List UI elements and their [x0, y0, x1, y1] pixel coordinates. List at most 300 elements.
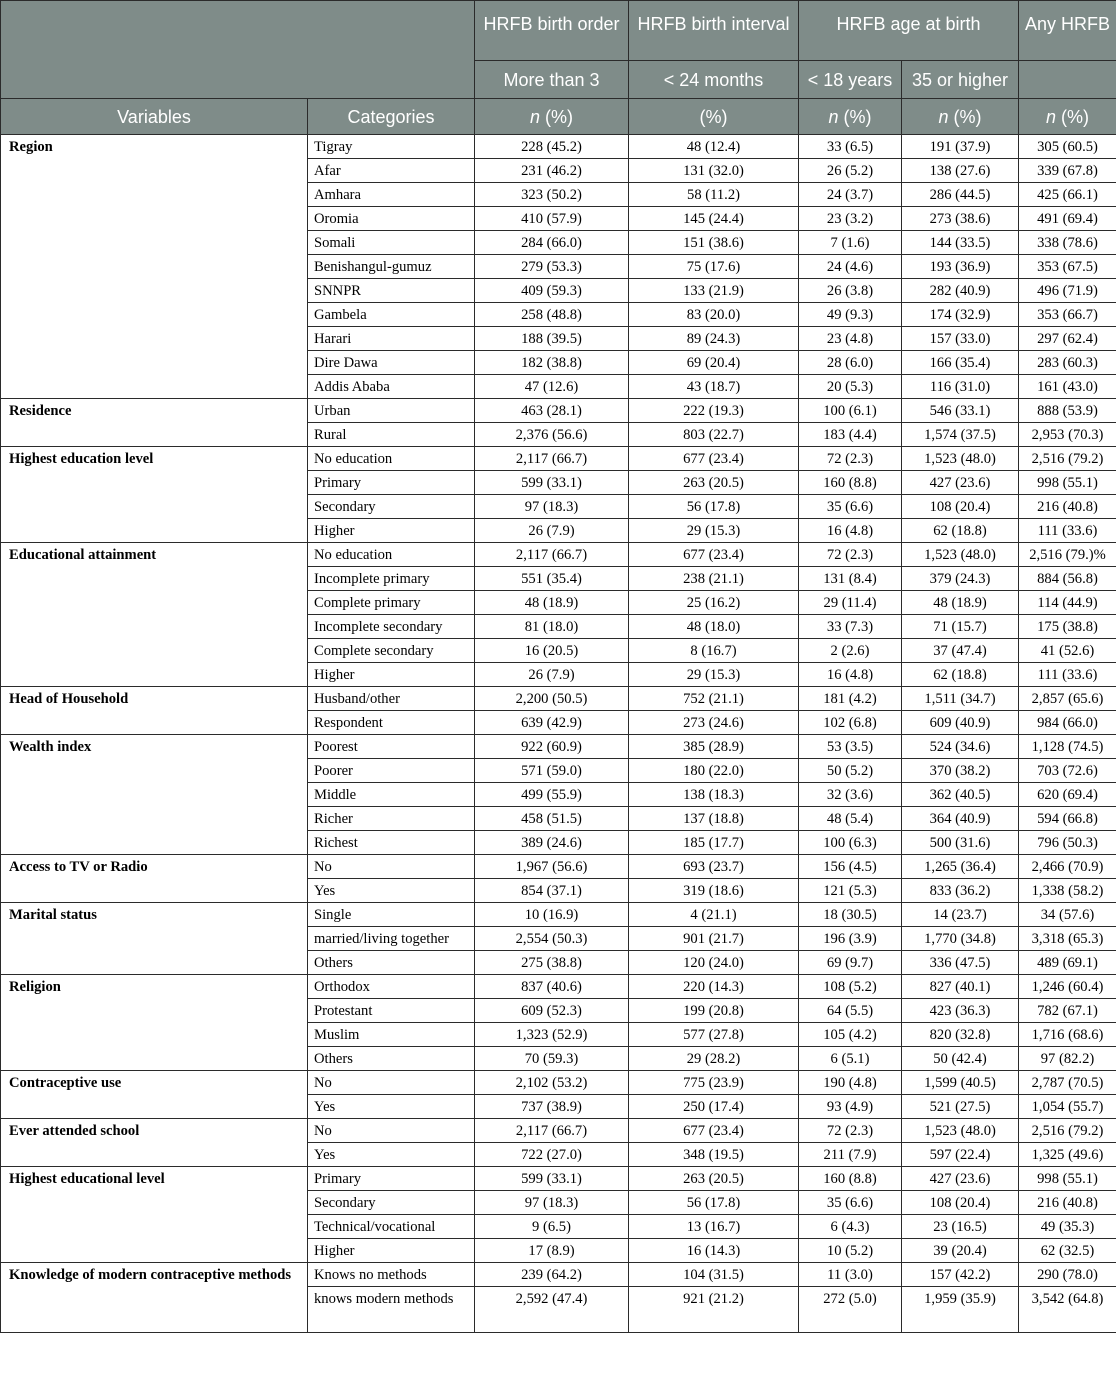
header-n-pct-4: n (%) [902, 99, 1019, 135]
value-cell: 26 (5.2) [799, 159, 902, 183]
category-cell: Higher [308, 519, 475, 543]
category-cell: No [308, 1071, 475, 1095]
value-cell: 100 (6.3) [799, 831, 902, 855]
value-cell: 577 (27.8) [629, 1023, 799, 1047]
value-cell: 108 (20.4) [902, 495, 1019, 519]
category-cell: Yes [308, 879, 475, 903]
category-cell: Primary [308, 1167, 475, 1191]
category-cell: Complete secondary [308, 639, 475, 663]
category-cell: SNNPR [308, 279, 475, 303]
header-n-pct-3: n (%) [799, 99, 902, 135]
value-cell: 83 (20.0) [629, 303, 799, 327]
value-cell: 275 (38.8) [475, 951, 629, 975]
category-cell: knows modern methods [308, 1287, 475, 1333]
value-cell: 93 (4.9) [799, 1095, 902, 1119]
value-cell: 283 (60.3) [1019, 351, 1116, 375]
category-cell: married/living together [308, 927, 475, 951]
value-cell: 2,466 (70.9) [1019, 855, 1116, 879]
value-cell: 166 (35.4) [902, 351, 1019, 375]
value-cell: 521 (27.5) [902, 1095, 1019, 1119]
value-cell: 23 (4.8) [799, 327, 902, 351]
value-cell: 272 (5.0) [799, 1287, 902, 1333]
category-cell: Others [308, 951, 475, 975]
value-cell: 279 (53.3) [475, 255, 629, 279]
value-cell: 72 (2.3) [799, 543, 902, 567]
value-cell: 297 (62.4) [1019, 327, 1116, 351]
category-cell: Protestant [308, 999, 475, 1023]
value-cell: 1,128 (74.5) [1019, 735, 1116, 759]
value-cell: 49 (9.3) [799, 303, 902, 327]
value-cell: 722 (27.0) [475, 1143, 629, 1167]
value-cell: 1,054 (55.7) [1019, 1095, 1116, 1119]
value-cell: 3,542 (64.8) [1019, 1287, 1116, 1333]
value-cell: 182 (38.8) [475, 351, 629, 375]
value-cell: 100 (6.1) [799, 399, 902, 423]
value-cell: 1,323 (52.9) [475, 1023, 629, 1047]
value-cell: 56 (17.8) [629, 1191, 799, 1215]
value-cell: 231 (46.2) [475, 159, 629, 183]
value-cell: 263 (20.5) [629, 471, 799, 495]
value-cell: 2,953 (70.3) [1019, 423, 1116, 447]
value-cell: 258 (48.8) [475, 303, 629, 327]
value-cell: 677 (23.4) [629, 1119, 799, 1143]
value-cell: 37 (47.4) [902, 639, 1019, 663]
value-cell: 72 (2.3) [799, 1119, 902, 1143]
value-cell: 49 (35.3) [1019, 1215, 1116, 1239]
table-row [1, 903, 1116, 927]
value-cell: 48 (12.4) [629, 135, 799, 159]
category-cell: Yes [308, 1095, 475, 1119]
value-cell: 97 (18.3) [475, 495, 629, 519]
value-cell: 500 (31.6) [902, 831, 1019, 855]
value-cell: 833 (36.2) [902, 879, 1019, 903]
value-cell: 379 (24.3) [902, 567, 1019, 591]
category-cell: Dire Dawa [308, 351, 475, 375]
value-cell: 24 (4.6) [799, 255, 902, 279]
header-categories: Categories [308, 99, 475, 135]
value-cell: 196 (3.9) [799, 927, 902, 951]
value-cell: 41 (52.6) [1019, 639, 1116, 663]
value-cell: 4 (21.1) [629, 903, 799, 927]
value-cell: 16 (4.8) [799, 663, 902, 687]
value-cell: 26 (7.9) [475, 663, 629, 687]
value-cell: 1,574 (37.5) [902, 423, 1019, 447]
value-cell: 353 (66.7) [1019, 303, 1116, 327]
table-row [1, 543, 1116, 567]
category-cell: No [308, 855, 475, 879]
value-cell: 160 (8.8) [799, 471, 902, 495]
value-cell: 25 (16.2) [629, 591, 799, 615]
value-cell: 837 (40.6) [475, 975, 629, 999]
table-row [1, 735, 1116, 759]
value-cell: 199 (20.8) [629, 999, 799, 1023]
value-cell: 489 (69.1) [1019, 951, 1116, 975]
value-cell: 2 (2.6) [799, 639, 902, 663]
value-cell: 174 (32.9) [902, 303, 1019, 327]
category-cell: Primary [308, 471, 475, 495]
value-cell: 677 (23.4) [629, 447, 799, 471]
category-cell: Muslim [308, 1023, 475, 1047]
value-cell: 2,117 (66.7) [475, 1119, 629, 1143]
value-cell: 220 (14.3) [629, 975, 799, 999]
variable-cell: Highest educational level [1, 1167, 308, 1263]
subheader-35-or-higher: 35 or higher [902, 61, 1019, 99]
value-cell: 138 (27.6) [902, 159, 1019, 183]
value-cell: 138 (18.3) [629, 783, 799, 807]
value-cell: 69 (9.7) [799, 951, 902, 975]
value-cell: 2,516 (79.)% [1019, 543, 1116, 567]
value-cell: 133 (21.9) [629, 279, 799, 303]
value-cell: 72 (2.3) [799, 447, 902, 471]
value-cell: 157 (42.2) [902, 1263, 1019, 1287]
category-cell: Harari [308, 327, 475, 351]
value-cell: 693 (23.7) [629, 855, 799, 879]
value-cell: 26 (7.9) [475, 519, 629, 543]
value-cell: 191 (37.9) [902, 135, 1019, 159]
value-cell: 24 (3.7) [799, 183, 902, 207]
category-cell: Amhara [308, 183, 475, 207]
value-cell: 319 (18.6) [629, 879, 799, 903]
value-cell: 131 (32.0) [629, 159, 799, 183]
value-cell: 370 (38.2) [902, 759, 1019, 783]
variable-cell: Ever attended school [1, 1119, 308, 1167]
category-cell: Orthodox [308, 975, 475, 999]
value-cell: 48 (18.9) [902, 591, 1019, 615]
value-cell: 609 (40.9) [902, 711, 1019, 735]
value-cell: 10 (5.2) [799, 1239, 902, 1263]
category-cell: Richest [308, 831, 475, 855]
value-cell: 1,716 (68.6) [1019, 1023, 1116, 1047]
value-cell: 458 (51.5) [475, 807, 629, 831]
value-cell: 336 (47.5) [902, 951, 1019, 975]
value-cell: 599 (33.1) [475, 1167, 629, 1191]
category-cell: Single [308, 903, 475, 927]
value-cell: 998 (55.1) [1019, 1167, 1116, 1191]
value-cell: 1,325 (49.6) [1019, 1143, 1116, 1167]
value-cell: 551 (35.4) [475, 567, 629, 591]
value-cell: 145 (24.4) [629, 207, 799, 231]
value-cell: 6 (5.1) [799, 1047, 902, 1071]
category-cell: Respondent [308, 711, 475, 735]
value-cell: 1,523 (48.0) [902, 543, 1019, 567]
variable-cell: Contraceptive use [1, 1071, 308, 1119]
table-row [1, 1167, 1116, 1191]
table-row [1, 975, 1116, 999]
category-cell: Somali [308, 231, 475, 255]
value-cell: 35 (6.6) [799, 495, 902, 519]
value-cell: 11 (3.0) [799, 1263, 902, 1287]
value-cell: 16 (20.5) [475, 639, 629, 663]
value-cell: 16 (14.3) [629, 1239, 799, 1263]
value-cell: 1,523 (48.0) [902, 1119, 1019, 1143]
value-cell: 282 (40.9) [902, 279, 1019, 303]
value-cell: 599 (33.1) [475, 471, 629, 495]
value-cell: 284 (66.0) [475, 231, 629, 255]
value-cell: 111 (33.6) [1019, 519, 1116, 543]
header-pct-2: (%) [629, 99, 799, 135]
value-cell: 114 (44.9) [1019, 591, 1116, 615]
value-cell: 827 (40.1) [902, 975, 1019, 999]
category-cell: Benishangul-gumuz [308, 255, 475, 279]
value-cell: 609 (52.3) [475, 999, 629, 1023]
value-cell: 183 (4.4) [799, 423, 902, 447]
value-cell: 410 (57.9) [475, 207, 629, 231]
variable-cell: Marital status [1, 903, 308, 975]
category-cell: Yes [308, 1143, 475, 1167]
value-cell: 524 (34.6) [902, 735, 1019, 759]
value-cell: 820 (32.8) [902, 1023, 1019, 1047]
value-cell: 137 (18.8) [629, 807, 799, 831]
category-cell: Incomplete primary [308, 567, 475, 591]
variable-cell: Wealth index [1, 735, 308, 855]
value-cell: 1,770 (34.8) [902, 927, 1019, 951]
variable-cell: Religion [1, 975, 308, 1071]
category-cell: Complete primary [308, 591, 475, 615]
value-cell: 423 (36.3) [902, 999, 1019, 1023]
value-cell: 17 (8.9) [475, 1239, 629, 1263]
value-cell: 677 (23.4) [629, 543, 799, 567]
value-cell: 1,959 (35.9) [902, 1287, 1019, 1333]
category-cell: Others [308, 1047, 475, 1071]
value-cell: 18 (30.5) [799, 903, 902, 927]
variable-cell: Educational attainment [1, 543, 308, 687]
value-cell: 156 (4.5) [799, 855, 902, 879]
table-body [1, 135, 1116, 1333]
value-cell: 58 (11.2) [629, 183, 799, 207]
value-cell: 116 (31.0) [902, 375, 1019, 399]
value-cell: 2,102 (53.2) [475, 1071, 629, 1095]
category-cell: Afar [308, 159, 475, 183]
value-cell: 884 (56.8) [1019, 567, 1116, 591]
value-cell: 2,200 (50.5) [475, 687, 629, 711]
value-cell: 854 (37.1) [475, 879, 629, 903]
header-blank [1, 1, 475, 99]
value-cell: 105 (4.2) [799, 1023, 902, 1047]
variable-cell: Residence [1, 399, 308, 447]
value-cell: 97 (82.2) [1019, 1047, 1116, 1071]
value-cell: 571 (59.0) [475, 759, 629, 783]
value-cell: 385 (28.9) [629, 735, 799, 759]
subheader-any-hrfb-blank [1019, 61, 1116, 99]
value-cell: 108 (20.4) [902, 1191, 1019, 1215]
value-cell: 151 (38.6) [629, 231, 799, 255]
value-cell: 250 (17.4) [629, 1095, 799, 1119]
header-birth-order: HRFB birth order [475, 1, 629, 61]
subheader-more-than-3: More than 3 [475, 61, 629, 99]
value-cell: 338 (78.6) [1019, 231, 1116, 255]
category-cell: Oromia [308, 207, 475, 231]
category-cell: Husband/other [308, 687, 475, 711]
value-cell: 62 (18.8) [902, 519, 1019, 543]
header-n-pct-5: n (%) [1019, 99, 1116, 135]
value-cell: 427 (23.6) [902, 1167, 1019, 1191]
value-cell: 901 (21.7) [629, 927, 799, 951]
value-cell: 290 (78.0) [1019, 1263, 1116, 1287]
value-cell: 34 (57.6) [1019, 903, 1116, 927]
table-row [1, 1263, 1116, 1287]
value-cell: 796 (50.3) [1019, 831, 1116, 855]
value-cell: 353 (67.5) [1019, 255, 1116, 279]
value-cell: 29 (15.3) [629, 663, 799, 687]
value-cell: 29 (28.2) [629, 1047, 799, 1071]
value-cell: 108 (5.2) [799, 975, 902, 999]
value-cell: 984 (66.0) [1019, 711, 1116, 735]
value-cell: 185 (17.7) [629, 831, 799, 855]
table-row [1, 687, 1116, 711]
variable-cell: Highest education level [1, 447, 308, 543]
value-cell: 491 (69.4) [1019, 207, 1116, 231]
value-cell: 2,857 (65.6) [1019, 687, 1116, 711]
category-cell: Knows no methods [308, 1263, 475, 1287]
value-cell: 161 (43.0) [1019, 375, 1116, 399]
value-cell: 216 (40.8) [1019, 1191, 1116, 1215]
value-cell: 998 (55.1) [1019, 471, 1116, 495]
category-cell: No education [308, 543, 475, 567]
value-cell: 427 (23.6) [902, 471, 1019, 495]
value-cell: 70 (59.3) [475, 1047, 629, 1071]
value-cell: 102 (6.8) [799, 711, 902, 735]
value-cell: 463 (28.1) [475, 399, 629, 423]
value-cell: 2,592 (47.4) [475, 1287, 629, 1333]
value-cell: 14 (23.7) [902, 903, 1019, 927]
category-cell: No [308, 1119, 475, 1143]
value-cell: 339 (67.8) [1019, 159, 1116, 183]
value-cell: 273 (38.6) [902, 207, 1019, 231]
category-cell: No education [308, 447, 475, 471]
value-cell: 409 (59.3) [475, 279, 629, 303]
value-cell: 62 (18.8) [902, 663, 1019, 687]
value-cell: 39 (20.4) [902, 1239, 1019, 1263]
category-cell: Richer [308, 807, 475, 831]
value-cell: 263 (20.5) [629, 1167, 799, 1191]
header-age-at-birth: HRFB age at birth [799, 1, 1019, 61]
value-cell: 69 (20.4) [629, 351, 799, 375]
value-cell: 188 (39.5) [475, 327, 629, 351]
value-cell: 1,523 (48.0) [902, 447, 1019, 471]
category-cell: Higher [308, 1239, 475, 1263]
variable-cell: Head of Household [1, 687, 308, 735]
value-cell: 193 (36.9) [902, 255, 1019, 279]
value-cell: 47 (12.6) [475, 375, 629, 399]
value-cell: 121 (5.3) [799, 879, 902, 903]
value-cell: 273 (24.6) [629, 711, 799, 735]
category-cell: Secondary [308, 495, 475, 519]
value-cell: 496 (71.9) [1019, 279, 1116, 303]
value-cell: 157 (33.0) [902, 327, 1019, 351]
value-cell: 181 (4.2) [799, 687, 902, 711]
subheader-lt-18-years: < 18 years [799, 61, 902, 99]
value-cell: 228 (45.2) [475, 135, 629, 159]
value-cell: 26 (3.8) [799, 279, 902, 303]
value-cell: 803 (22.7) [629, 423, 799, 447]
value-cell: 222 (19.3) [629, 399, 799, 423]
value-cell: 2,117 (66.7) [475, 543, 629, 567]
value-cell: 216 (40.8) [1019, 495, 1116, 519]
category-cell: Poorest [308, 735, 475, 759]
header-n-pct-1: n (%) [475, 99, 629, 135]
value-cell: 1,511 (34.7) [902, 687, 1019, 711]
category-cell: Rural [308, 423, 475, 447]
value-cell: 305 (60.5) [1019, 135, 1116, 159]
value-cell: 23 (3.2) [799, 207, 902, 231]
value-cell: 48 (18.9) [475, 591, 629, 615]
value-cell: 752 (21.1) [629, 687, 799, 711]
value-cell: 737 (38.9) [475, 1095, 629, 1119]
table-row [1, 1119, 1116, 1143]
value-cell: 594 (66.8) [1019, 807, 1116, 831]
value-cell: 2,376 (56.6) [475, 423, 629, 447]
header-variables: Variables [1, 99, 308, 135]
category-cell: Middle [308, 783, 475, 807]
value-cell: 89 (24.3) [629, 327, 799, 351]
category-cell: Addis Ababa [308, 375, 475, 399]
value-cell: 7 (1.6) [799, 231, 902, 255]
value-cell: 3,318 (65.3) [1019, 927, 1116, 951]
value-cell: 56 (17.8) [629, 495, 799, 519]
table-row [1, 135, 1116, 159]
value-cell: 2,554 (50.3) [475, 927, 629, 951]
value-cell: 362 (40.5) [902, 783, 1019, 807]
category-cell: Poorer [308, 759, 475, 783]
value-cell: 1,967 (56.6) [475, 855, 629, 879]
subheader-lt-24-months: < 24 months [629, 61, 799, 99]
table-row [1, 1071, 1116, 1095]
value-cell: 16 (4.8) [799, 519, 902, 543]
value-cell: 9 (6.5) [475, 1215, 629, 1239]
table-row [1, 855, 1116, 879]
value-cell: 120 (24.0) [629, 951, 799, 975]
value-cell: 2,516 (79.2) [1019, 447, 1116, 471]
variable-cell: Knowledge of modern contraceptive methods [1, 1263, 308, 1333]
value-cell: 639 (42.9) [475, 711, 629, 735]
value-cell: 131 (8.4) [799, 567, 902, 591]
value-cell: 29 (11.4) [799, 591, 902, 615]
variable-cell: Region [1, 135, 308, 399]
value-cell: 499 (55.9) [475, 783, 629, 807]
value-cell: 10 (16.9) [475, 903, 629, 927]
value-cell: 33 (6.5) [799, 135, 902, 159]
value-cell: 97 (18.3) [475, 1191, 629, 1215]
variable-cell: Access to TV or Radio [1, 855, 308, 903]
value-cell: 1,246 (60.4) [1019, 975, 1116, 999]
value-cell: 104 (31.5) [629, 1263, 799, 1287]
value-cell: 144 (33.5) [902, 231, 1019, 255]
category-cell: Higher [308, 663, 475, 687]
value-cell: 286 (44.5) [902, 183, 1019, 207]
value-cell: 921 (21.2) [629, 1287, 799, 1333]
header-any-hrfb: Any HRFB [1019, 1, 1116, 61]
value-cell: 389 (24.6) [475, 831, 629, 855]
value-cell: 922 (60.9) [475, 735, 629, 759]
value-cell: 64 (5.5) [799, 999, 902, 1023]
value-cell: 190 (4.8) [799, 1071, 902, 1095]
value-cell: 33 (7.3) [799, 615, 902, 639]
value-cell: 1,599 (40.5) [902, 1071, 1019, 1095]
value-cell: 239 (64.2) [475, 1263, 629, 1287]
value-cell: 50 (5.2) [799, 759, 902, 783]
value-cell: 8 (16.7) [629, 639, 799, 663]
value-cell: 888 (53.9) [1019, 399, 1116, 423]
category-cell: Urban [308, 399, 475, 423]
value-cell: 6 (4.3) [799, 1215, 902, 1239]
value-cell: 1,265 (36.4) [902, 855, 1019, 879]
category-cell: Tigray [308, 135, 475, 159]
value-cell: 111 (33.6) [1019, 663, 1116, 687]
table-row [1, 447, 1116, 471]
value-cell: 71 (15.7) [902, 615, 1019, 639]
value-cell: 2,787 (70.5) [1019, 1071, 1116, 1095]
value-cell: 175 (38.8) [1019, 615, 1116, 639]
